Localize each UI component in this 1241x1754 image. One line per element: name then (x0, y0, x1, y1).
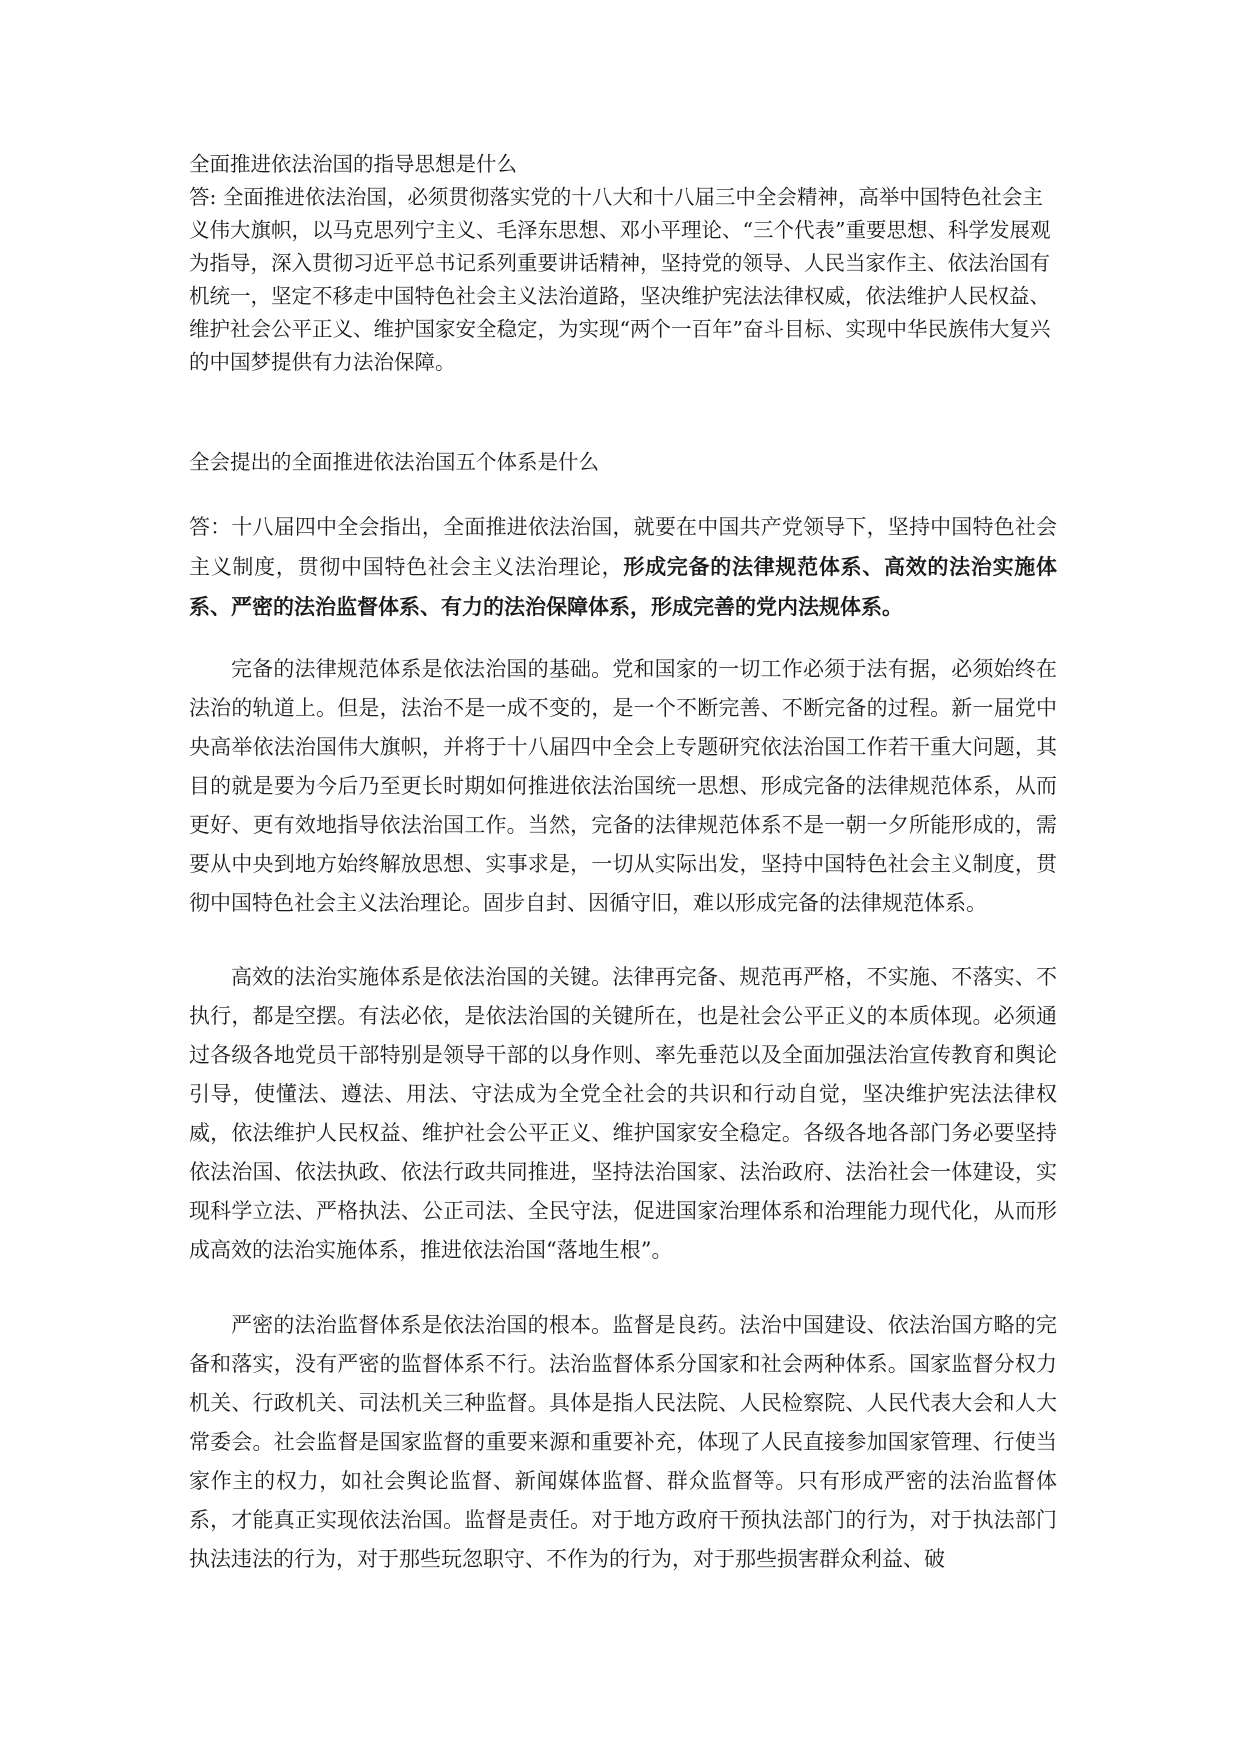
document-page (189, 148, 1057, 1571)
question-1-block (189, 148, 1057, 379)
question-2-answer-prefix: 答：十八届四中全会指出，全面推进依法治国，就要在中国共产党领导下，坚持中国特色社会主义制度，贯彻中国特色社会主义法治理论， (189, 515, 1057, 579)
question-2-title: 全会提出的全面推进依法治国五个体系是什么 (189, 450, 599, 474)
question-1-answer: 答: 全面推进依法治国，必须贯彻落实党的十八大和十八届三中全会精神，高举中国特色社会主义伟大旗帜，以马克思列宁主义、毛泽东思想、邓小平理论、“三个代表”重要思想、科学发展观为指导，深入贯彻习近平总书记系列重要讲话精神，坚持党的领导、人民当家作主、依法治国有机统一，坚定不移走中国特色社会主义法治道路，坚决维护宪法法律权威，依法维护人民权益、维护社会公平正义、维护国家安全稳定，为实现“两个一百年”奋斗目标、实现中华民族伟大复兴的中国梦提供有力法治保障。 (189, 185, 1051, 374)
paragraph-legal-norms: 完备的法律规范体系是依法治国的基础。党和国家的一切工作必须于法有据，必须始终在法治的轨道上。但是，法治不是一成不变的，是一个不断完善、不断完备的过程。新一届党中央高举依法治国伟大旗帜，并将于十八届四中全会上专题研究依法治国工作若干重大问题，其目的就是要为今后乃至更长时期如何推进依法治国统一思想、形成完备的法律规范体系，从而更好、更有效地指导依法治国工作。当然，完备的法律规范体系不是一朝一夕所能形成的，需要从中央到地方始终解放思想、实事求是，一切从实际出发，坚持中国特色社会主义制度，贯彻中国特色社会主义法治理论。固步自封、因循守旧，难以形成完备的法律规范体系。 (189, 657, 1057, 915)
paragraph-supervision: 严密的法治监督体系是依法治国的根本。监督是良药。法治中国建设、依法治国方略的完备和落实，没有严密的监督体系不行。法治监督体系分国家和社会两种体系。国家监督分权力机关、行政机关、司法机关三种监督。具体是指人民法院、人民检察院、人民代表大会和人大常委会。社会监督是国家监督的重要来源和重要补充，体现了人民直接参加国家管理、行使当家作主的权力，如社会舆论监督、新闻媒体监督、群众监督等。只有形成严密的法治监督体系，才能真正实现依法治国。监督是责任。对于地方政府干预执法部门的行为，对于执法部门执法违法的行为，对于那些玩忽职守、不作为的行为，对于那些损害群众利益、破 (189, 1313, 1057, 1571)
question-2-answer-bold: 形成完备的法律规范体系、高效的法治实施体系、严密的法治监督体系、有力的法治保障体系，形成完善的党内法规体系。 (189, 554, 1057, 619)
question-2-answer (189, 508, 1057, 627)
paragraph-implementation: 高效的法治实施体系是依法治国的关键。法律再完备、规范再严格，不实施、不落实、不执行，都是空摆。有法必依，是依法治国的关键所在，也是社会公平正义的本质体现。必须通过各级各地党员干部特别是领导干部的以身作则、率先垂范以及全面加强法治宣传教育和舆论引导，使懂法、遵法、用法、守法成为全党全社会的共识和行动自觉，坚决维护宪法法律权威，依法维护人民权益、维护社会公平正义、维护国家安全稳定。各级各地各部门务必要坚持依法治国、依法执政、依法行政共同推进，坚持法治国家、法治政府、法治社会一体建设，实现科学立法、严格执法、公正司法、全民守法，促进国家治理体系和治理能力现代化，从而形成高效的法治实施体系，推进依法治国“落地生根”。 (189, 965, 1057, 1262)
question-1-title: 全面推进依法治国的指导思想是什么 (189, 152, 517, 176)
